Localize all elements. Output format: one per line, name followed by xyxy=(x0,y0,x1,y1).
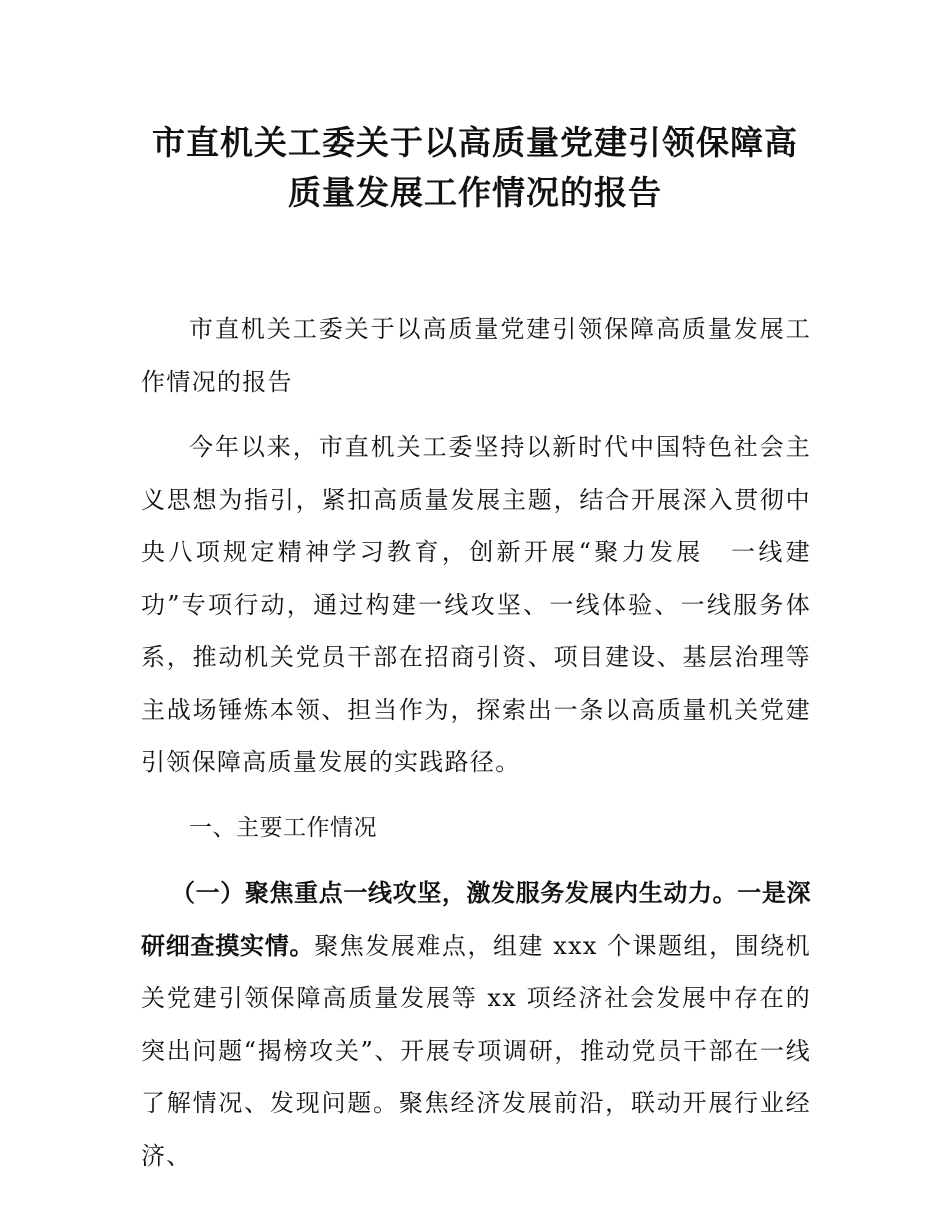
point-text: 聚焦发展难点，组建 xxx 个课题组，围绕机关党建引领保障高质量发展等 xx 项经济社会发展中存在的突出问题“揭榜攻关”、开展专项调研，推动党员干部在一线了解情况、发现问题。聚焦经济发展前沿，联动开展行业经济、 xyxy=(141,931,812,1170)
title-line-1: 市直机关工委关于以高质量党建引领保障高 xyxy=(152,123,798,162)
document-title xyxy=(140,118,810,218)
title-line-2: 质量发展工作情况的报告 xyxy=(288,173,662,212)
document-body xyxy=(141,303,811,1182)
paragraph-subsection-1 xyxy=(141,867,811,1182)
subsection-heading: （一）聚焦重点一线攻坚，激发服务发展内生动力。 xyxy=(171,879,738,907)
paragraph-report-title: 市直机关工委关于以高质量党建引领保障高质量发展工作情况的报告 xyxy=(141,315,811,396)
section-heading: 一、主要工作情况 xyxy=(189,814,377,841)
point-heading: 一是深研细查摸实情。 xyxy=(141,879,812,960)
paragraph-introduction: 今年以来，市直机关工委坚持以新时代中国特色社会主义思想为指引，紧扣高质量发展主题，结合开展深入贯彻中央八项规定精神学习教育，创新开展“聚力发展 一线建功”专项行动，通过构建一线攻坚、一线体验、一线服务体系，推动机关党员干部在招商引资、项目建设、基层治理等主战场锤炼本领、担当作为，探索出一条以高质量机关党建引领保障高质量发展的实践路径。 xyxy=(141,433,811,776)
